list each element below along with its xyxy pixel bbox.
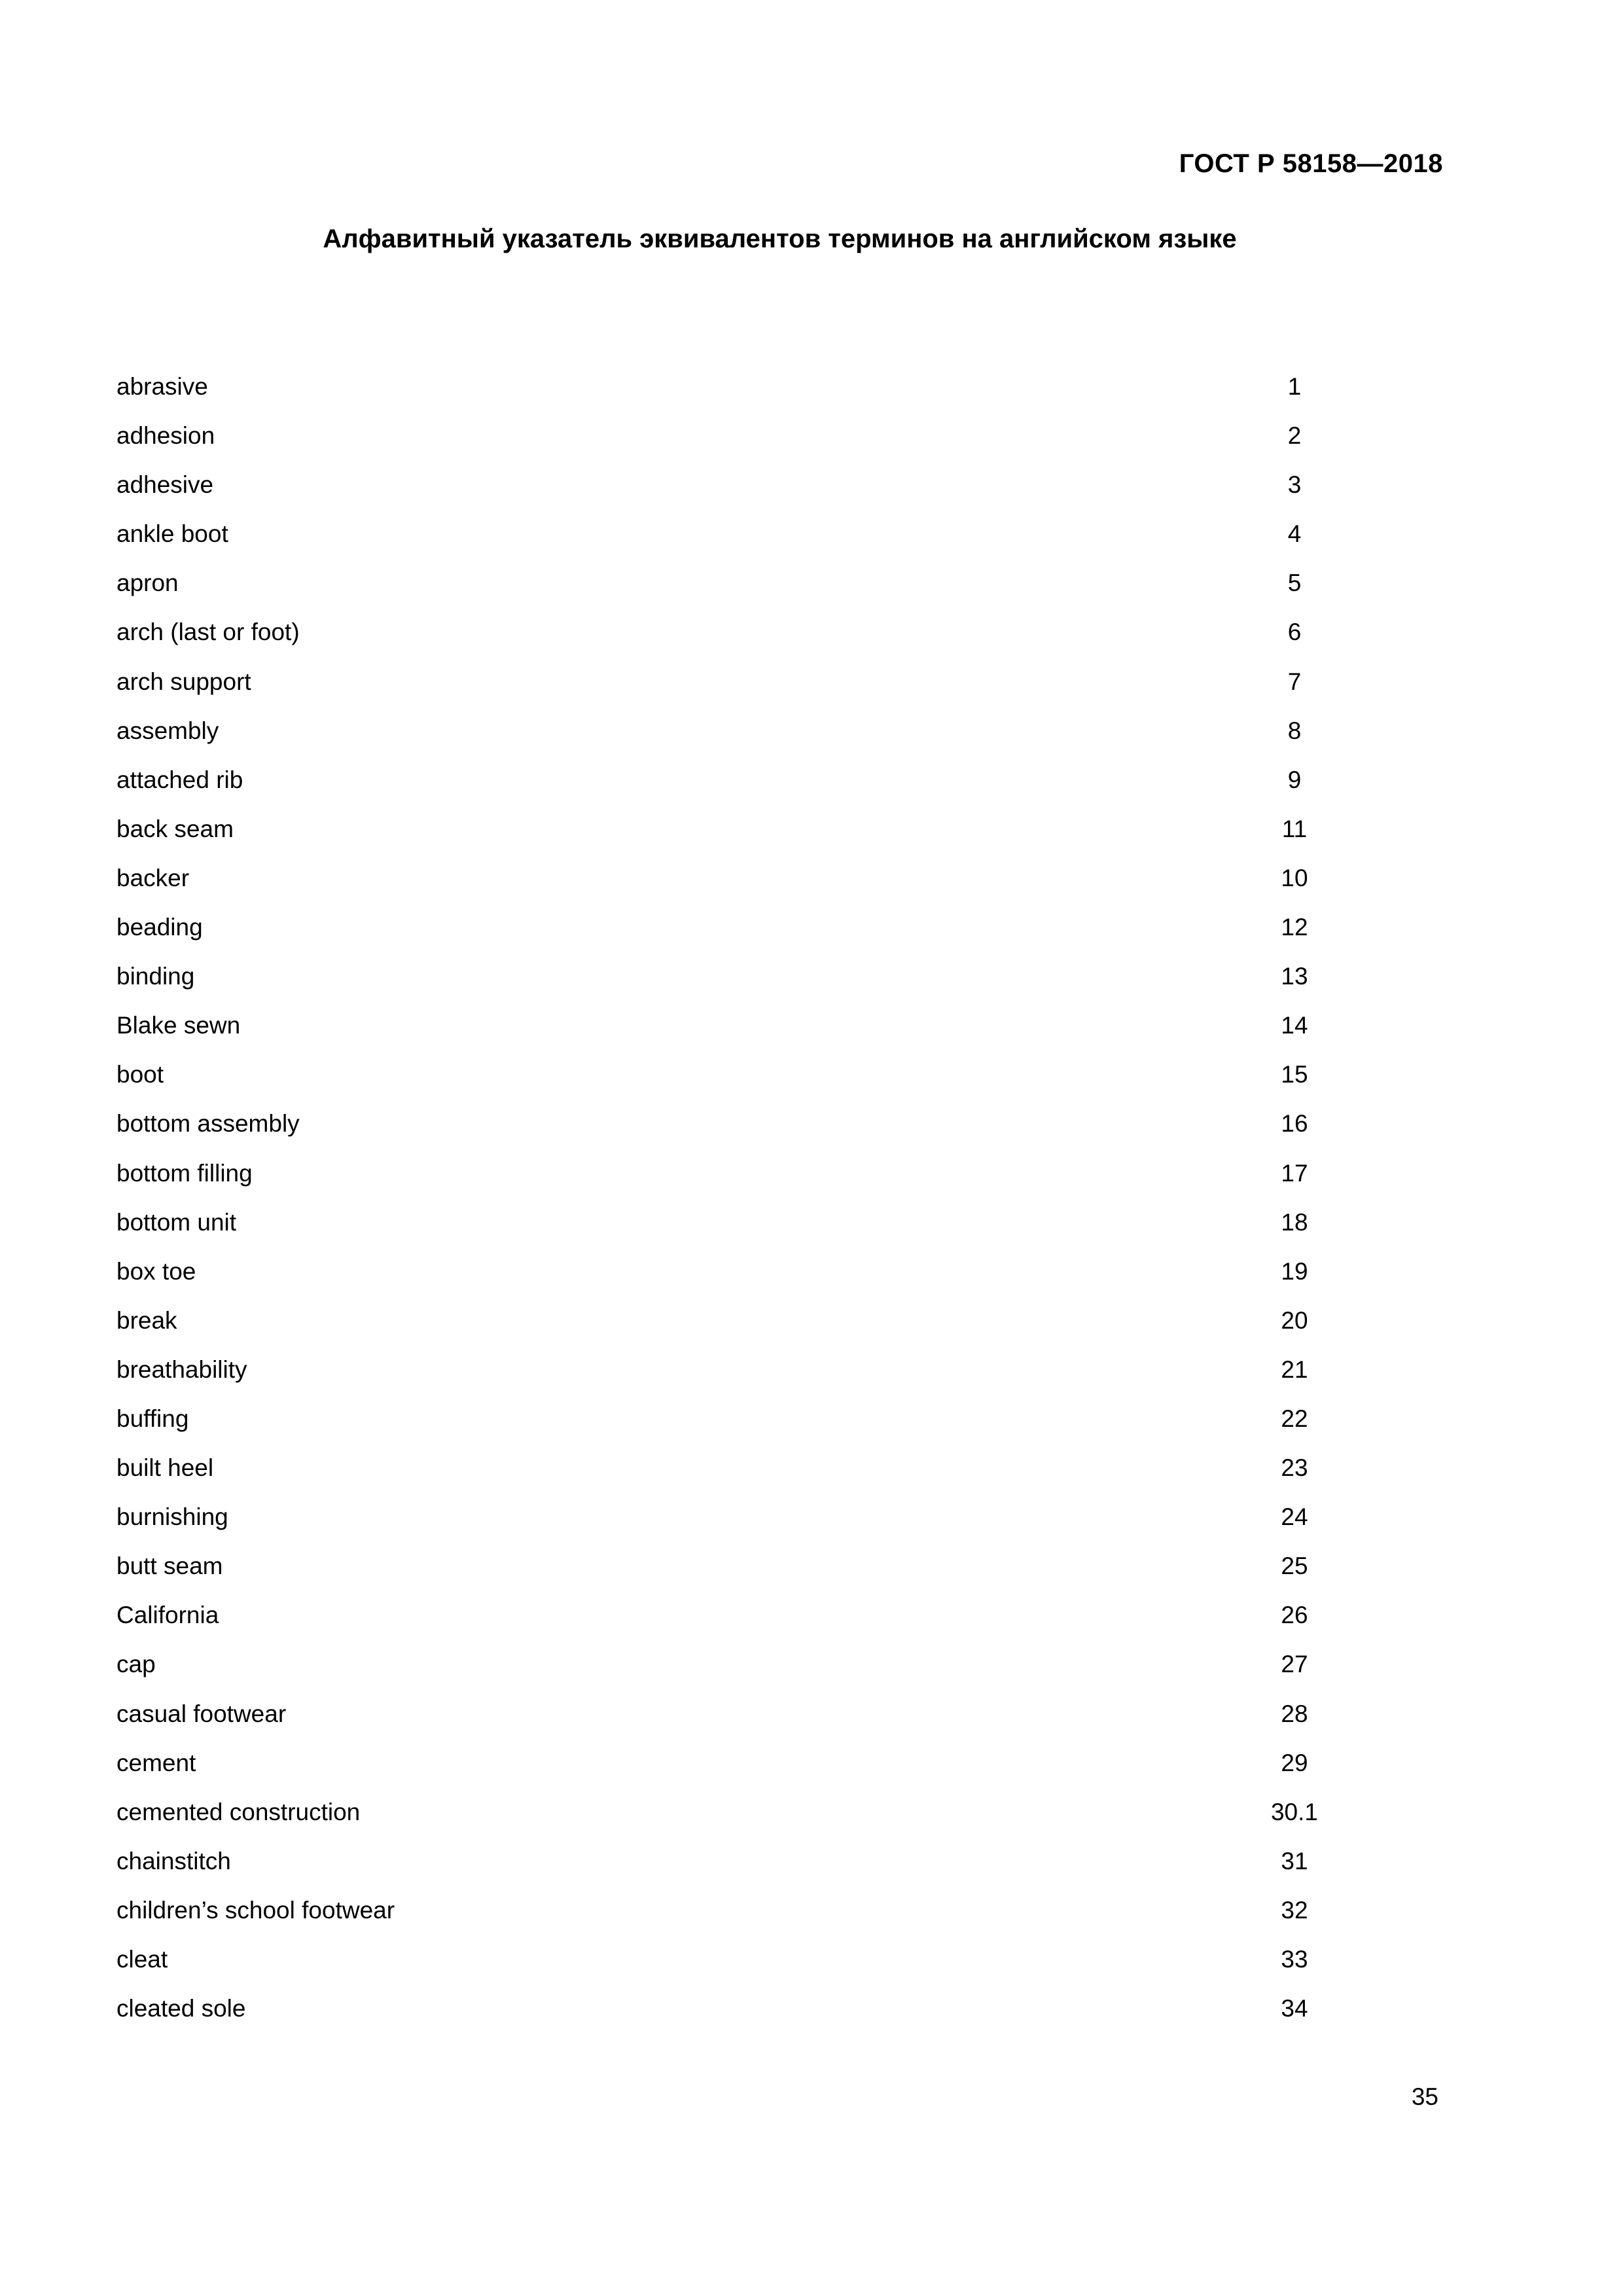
- index-entry: [116, 1935, 1393, 1984]
- index-entry: [116, 1689, 1393, 1738]
- index-entry: [116, 1149, 1393, 1198]
- index-entry-ref: 33: [1281, 1946, 1308, 1973]
- index-entry-term: back seam: [116, 815, 234, 842]
- index-entry-ref: 30.1: [1270, 1798, 1318, 1825]
- index-entry-term: Blake sewn: [116, 1012, 241, 1039]
- index-entry-ref: 1: [1287, 373, 1302, 400]
- index-entry: [116, 1247, 1393, 1296]
- index-entry-ref: 12: [1281, 914, 1308, 941]
- index-entry-ref: 25: [1281, 1552, 1308, 1580]
- index-entry-term: apron: [116, 569, 179, 597]
- index-entry-ref: 10: [1281, 864, 1308, 891]
- index-entry-term: attached rib: [116, 766, 243, 793]
- index-entry-ref: 17: [1281, 1159, 1308, 1187]
- index-entry-ref: 23: [1281, 1454, 1308, 1482]
- index-entry-ref: 31: [1281, 1847, 1308, 1874]
- index-entry-ref: 29: [1281, 1749, 1308, 1776]
- index-list: [116, 362, 1393, 2033]
- index-entry-ref: 15: [1281, 1061, 1308, 1088]
- index-entry: [116, 1541, 1393, 1590]
- index-entry-ref: 24: [1281, 1503, 1308, 1531]
- index-entry: [116, 804, 1393, 853]
- index-entry-ref: 22: [1281, 1405, 1308, 1432]
- index-entry-term: cap: [116, 1651, 156, 1678]
- index-entry-ref: 26: [1281, 1602, 1308, 1629]
- index-entry-term: arch support: [116, 668, 251, 695]
- index-entry: [116, 1984, 1393, 2033]
- index-entry-ref: 4: [1287, 520, 1302, 548]
- index-entry: [116, 460, 1393, 509]
- index-entry: [116, 1345, 1393, 1394]
- index-entry-term: binding: [116, 963, 195, 990]
- index-entry-term: built heel: [116, 1454, 214, 1482]
- index-entry: [116, 1837, 1393, 1886]
- index-entry-term: bottom filling: [116, 1159, 253, 1187]
- index-entry-ref: 11: [1281, 815, 1308, 842]
- index-entry-ref: 6: [1287, 619, 1302, 646]
- index-entry-term: buffing: [116, 1405, 189, 1432]
- index-entry-ref: 32: [1281, 1896, 1308, 1924]
- index-entry: [116, 1443, 1393, 1492]
- index-entry-term: abrasive: [116, 373, 208, 400]
- index-entry-ref: 13: [1281, 963, 1308, 990]
- index-entry-term: break: [116, 1306, 177, 1334]
- index-entry-term: ankle boot: [116, 520, 228, 548]
- index-entry-term: children’s school footwear: [116, 1896, 395, 1924]
- index-entry: [116, 411, 1393, 460]
- index-entry: [116, 1050, 1393, 1099]
- index-entry-term: arch (last or foot): [116, 619, 300, 646]
- index-entry-ref: 14: [1281, 1012, 1308, 1039]
- index-entry-ref: 19: [1281, 1257, 1308, 1285]
- index-entry-term: California: [116, 1602, 219, 1629]
- index-entry-ref: 34: [1281, 1995, 1308, 2022]
- index-entry-term: assembly: [116, 717, 219, 744]
- index-entry-term: cemented construction: [116, 1798, 361, 1825]
- index-entry: [116, 952, 1393, 1001]
- index-entry-ref: 21: [1281, 1355, 1308, 1383]
- index-entry-term: casual footwear: [116, 1700, 287, 1727]
- index-entry-term: adhesion: [116, 422, 215, 450]
- index-entry-term: cleated sole: [116, 1995, 246, 2022]
- index-entry: [116, 1590, 1393, 1640]
- index-entry-term: chainstitch: [116, 1847, 231, 1874]
- document-code: ГОСТ Р 58158—2018: [1179, 149, 1443, 178]
- index-entry: [116, 1886, 1393, 1935]
- index-entry-term: cement: [116, 1749, 196, 1776]
- index-entry-ref: 18: [1281, 1208, 1308, 1236]
- index-entry: [116, 706, 1393, 755]
- index-entry-term: adhesive: [116, 471, 214, 499]
- index-entry: [116, 1492, 1393, 1541]
- index-entry-ref: 27: [1281, 1651, 1308, 1678]
- index-entry: [116, 1198, 1393, 1247]
- index-entry-ref: 20: [1281, 1306, 1308, 1334]
- index-entry-term: burnishing: [116, 1503, 228, 1531]
- index-entry: [116, 1001, 1393, 1050]
- index-entry: [116, 558, 1393, 607]
- index-entry-term: beading: [116, 914, 203, 941]
- index-entry-ref: 9: [1287, 766, 1302, 793]
- index-entry-term: boot: [116, 1061, 164, 1088]
- index-entry: [116, 853, 1393, 903]
- index-entry: [116, 903, 1393, 952]
- index-entry-ref: 8: [1287, 717, 1302, 744]
- index-entry: [116, 1787, 1393, 1837]
- index-entry: [116, 1099, 1393, 1148]
- index-entry-term: bottom unit: [116, 1208, 237, 1236]
- index-entry-term: box toe: [116, 1257, 196, 1285]
- index-entry: [116, 755, 1393, 804]
- index-entry-term: bottom assembly: [116, 1110, 300, 1138]
- index-entry-term: cleat: [116, 1946, 168, 1973]
- index-entry-term: butt seam: [116, 1552, 223, 1580]
- index-entry-ref: 2: [1287, 422, 1302, 450]
- index-entry-ref: 5: [1287, 569, 1302, 597]
- index-entry-term: backer: [116, 864, 190, 891]
- index-entry: [116, 1296, 1393, 1345]
- index-entry: [116, 607, 1393, 656]
- index-entry: [116, 1738, 1393, 1787]
- index-entry-ref: 3: [1287, 471, 1302, 499]
- index-entry: [116, 1394, 1393, 1443]
- index-entry-ref: 16: [1281, 1110, 1308, 1138]
- page-number: 35: [1411, 2083, 1438, 2110]
- index-entry: [116, 509, 1393, 558]
- index-title: Алфавитный указатель эквивалентов терминов на английском языке: [323, 224, 1237, 253]
- index-entry: [116, 362, 1393, 411]
- index-entry-ref: 28: [1281, 1700, 1308, 1727]
- index-entry-ref: 7: [1287, 668, 1302, 695]
- index-entry: [116, 657, 1393, 706]
- index-entry: [116, 1640, 1393, 1689]
- index-entry-term: breathability: [116, 1355, 247, 1383]
